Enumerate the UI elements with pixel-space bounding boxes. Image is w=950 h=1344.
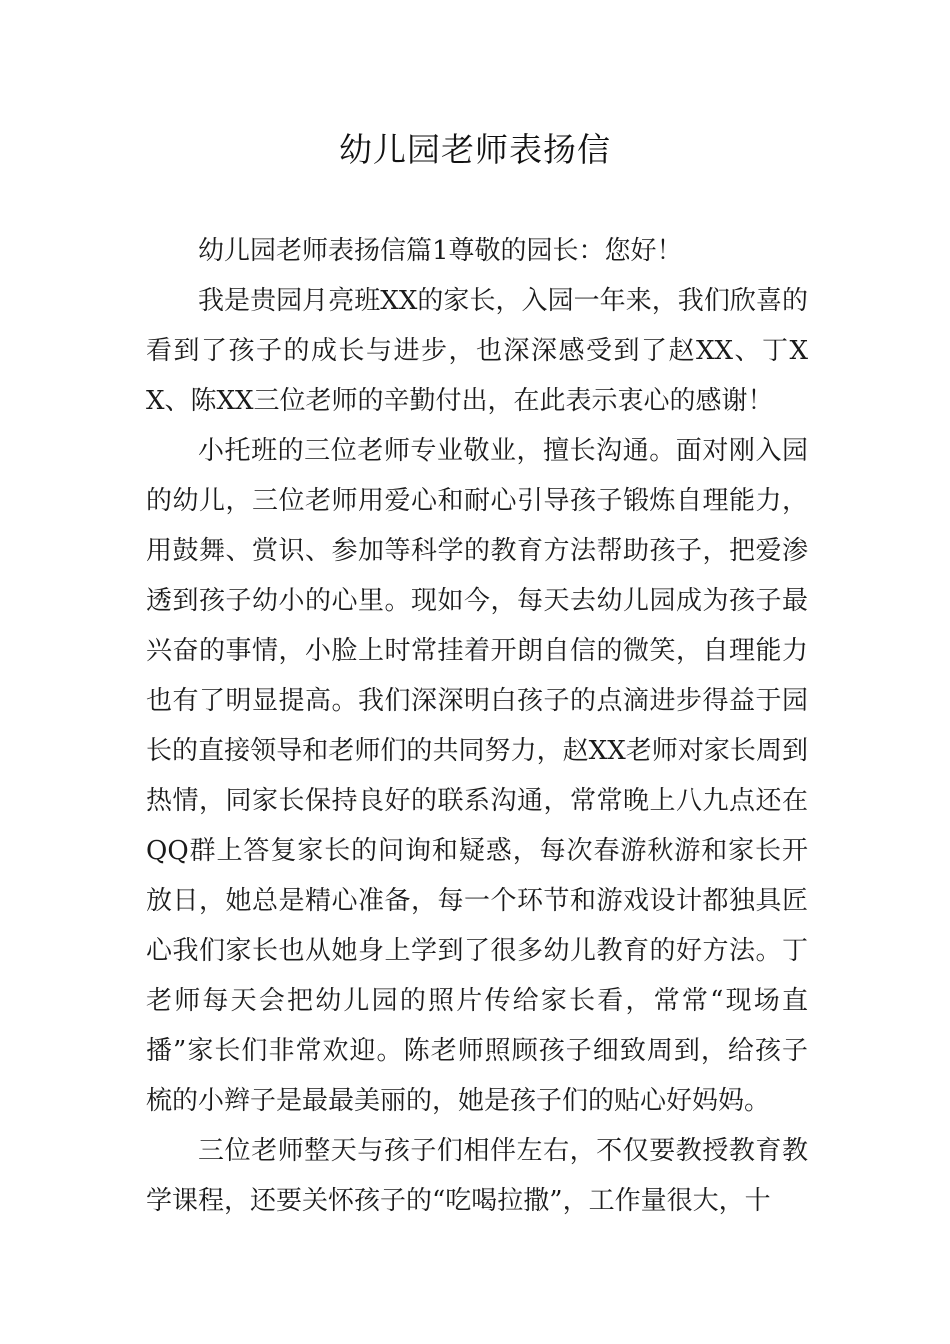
paragraph-workload: 三位老师整天与孩子们相伴左右，不仅要教授教育教学课程，还要关怀孩子的“吃喝拉撒”，工作量很大，十 [146,1136,808,1216]
document-body [146,226,808,1226]
paragraph-greeting: 幼儿园老师表扬信篇1尊敬的园长：您好！ [198,236,683,266]
document-title: 幼儿园老师表扬信 [339,130,611,169]
paragraph-introduction: 我是贵园月亮班XX的家长，入园一年来，我们欣喜的看到了孩子的成长与进步，也深深感受到了赵XX、丁XX、陈XX三位老师的辛勤付出，在此表示衷心的感谢！ [146,286,808,416]
paragraph-teachers-praise: 小托班的三位老师专业敬业，擅长沟通。面对刚入园的幼儿，三位老师用爱心和耐心引导孩子锻炼自理能力，用鼓舞、赏识、参加等科学的教育方法帮助孩子，把爱渗透到孩子幼小的心里。现如今，每天去幼儿园成为孩子最兴奋的事情，小脸上时常挂着开朗自信的微笑，自理能力也有了明显提高。我们深深明白孩子的点滴进步得益于园长的直接领导和老师们的共同努力，赵XX老师对家长周到热情，同家长保持良好的联系沟通，常常晚上八九点还在QQ群上答复家长的问询和疑惑，每次春游秋游和家长开放日，她总是精心准备，每一个环节和游戏设计都独具匠心我们家长也从她身上学到了很多幼儿教育的好方法。丁老师每天会把幼儿园的照片传给家长看，常常“现场直播”家长们非常欢迎。陈老师照顾孩子细致周到，给孩子梳的小辫子是最最美丽的，她是孩子们的贴心好妈妈。 [146,436,808,1116]
